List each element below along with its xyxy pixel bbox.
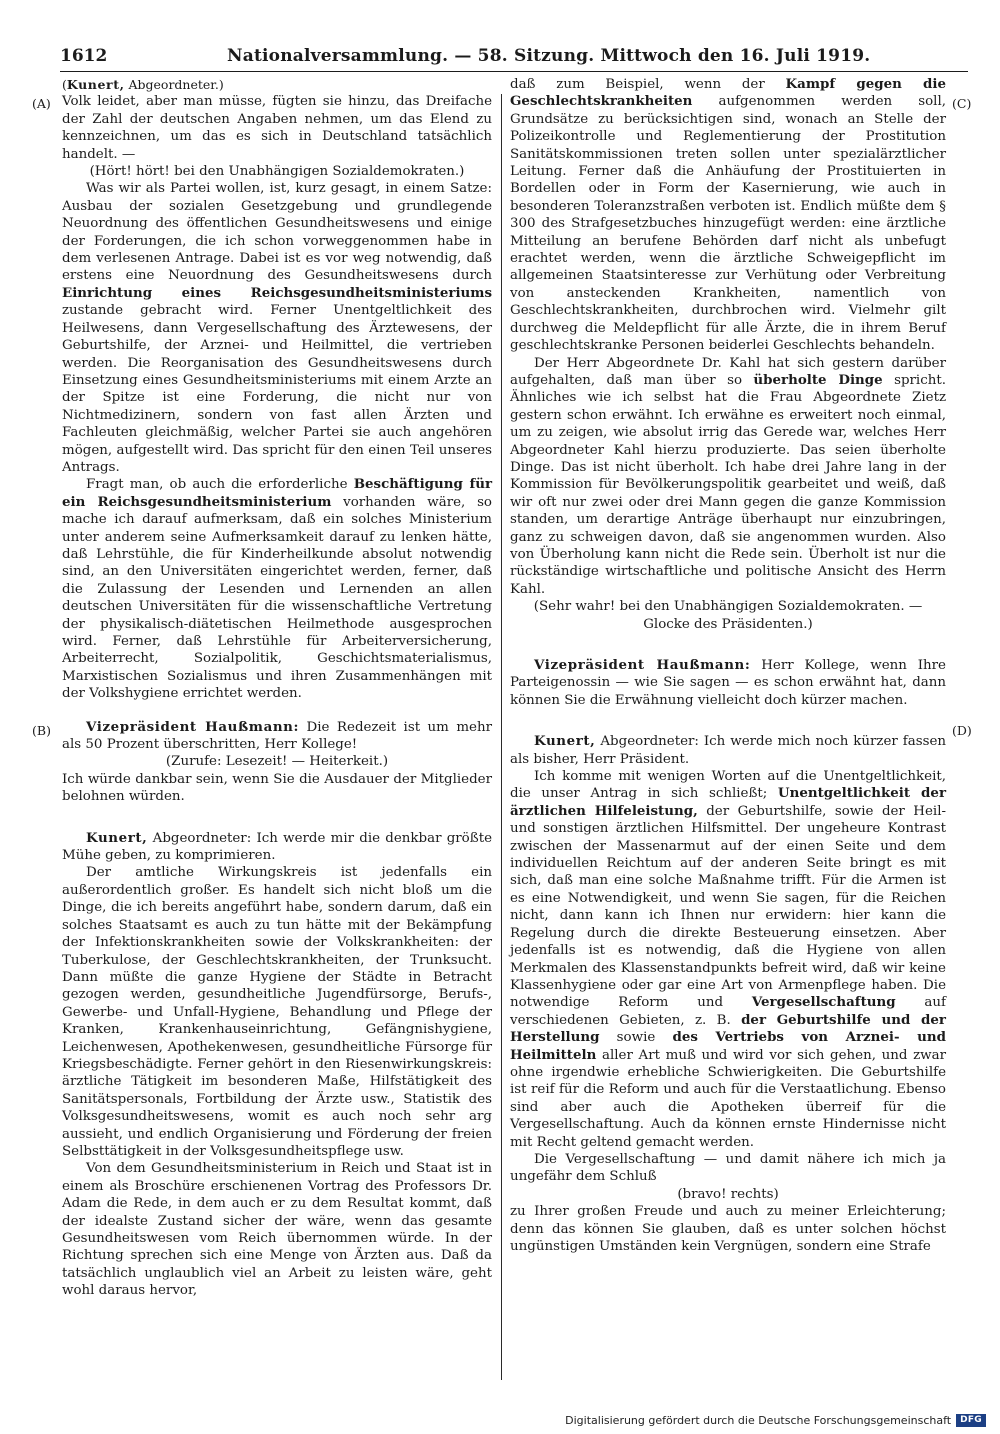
paragraph: Ich würde dankbar sein, wenn Sie die Ausdauer der Mitglieder belohnen würden.	[62, 771, 492, 805]
page-header	[60, 44, 968, 72]
emphasis: überholte Dinge	[753, 371, 883, 388]
speaker-name: Vizepräsident Haußmann:	[86, 718, 300, 735]
margin-mark-b: (B)	[32, 723, 51, 738]
interjection: (Sehr wahr! bei den Unabhängigen Sozialdemokraten. — Glocke des Präsidenten.)	[533, 599, 923, 632]
emphasis: Einrichtung eines Reichsgesundheitsministeriums	[62, 284, 492, 301]
emphasis: Unentgeltlichkeit der ärztlichen Hilfeleistung,	[510, 785, 946, 819]
running-title: Nationalversammlung. — 58. Sitzung. Mittwoch den 16. Juli 1919.	[227, 46, 871, 66]
interjection: (bravo! rechts)	[677, 1186, 779, 1202]
text-run: Der Herr Abgeordnete Dr. Kahl hat sich gestern darüber aufgehalten, daß man über so	[510, 355, 946, 388]
speaker-role: Abgeordneter.)	[124, 77, 224, 92]
margin-mark-d: (D)	[952, 723, 972, 738]
paragraph	[62, 719, 492, 754]
emphasis: des Vertriebs von Arznei- und Heilmitteln	[510, 1029, 946, 1063]
paragraph	[62, 830, 492, 865]
paragraph: Volk leidet, aber man müsse, fügten sie hinzu, das Dreifache der Zahl der deutschen Angaben nehmen, um das Elend zu kennzeichnen, um das es sich in Deutschland tatsächlich handelt. —	[62, 94, 492, 162]
text-run: daß zum Beispiel, wenn der	[510, 77, 786, 92]
text-run: der Geburtshilfe, sowie der Heil- und sonstigen ärztlichen Hilfsmittel. Der ungeheure Kontrast zwischen der Massenarmut auf der einen Seite und dem individuellen Reichtum auf der anderen Seite bringt es mit sich, daß man eine solche Maßnahme trifft. Für die Armen ist es eine Notwendigkeit, und wenn Sie sagen, für die Reichen nicht, dann kann ich Ihnen nur erwidern: hier kann die Regelung durch die direkte Besteuerung einsetzen. Aber jedenfalls ist es notwendig, daß die Hygiene von allen Merkmalen des Klassenstandpunkts befreit wird, daß wir keine Klassenhygiene oder gar eine Art von Armenpflege haben. Die notwendige Reform und	[510, 803, 947, 1011]
margin-mark-a: (A)	[32, 96, 51, 111]
text-run: Abgeordneter: Ich werde mich noch kürzer fassen als bisher, Herr Präsident.	[510, 734, 946, 767]
paragraph	[62, 476, 492, 702]
speaker-name: Kunert,	[66, 77, 125, 92]
left-column	[62, 76, 492, 1300]
interjection: (Hört! hört! bei den Unabhängigen Sozialdemokraten.)	[89, 164, 465, 180]
dfg-logo: DFG	[956, 1414, 986, 1427]
paragraph: Von dem Gesundheitsministerium in Reich und Staat ist in einem als Broschüre erschienenen Vortrag des Professors Dr. Adam die Rede, in dem auch er zu dem Resultat kommt, daß der idealste Zustand sicher der wäre, wenn das gesamte Gesundheitswesen vom Reich übernommen würde. In der Richtung sprechen sich eine Menge von Ärzten aus. Daß da tatsächlich unglaublich viel an Arbeit zu leisten wäre, geht wohl daraus hervor,	[62, 1161, 492, 1299]
text-run: spricht. Ähnliches wie ich selbst hat die Frau Abgeordnete Zietz gestern schon erwähnt. Ich erwähne es erweitert noch einmal, um zu zeigen, wie absolut irrig das Gerede war, welches Herr Abgeordneter Kahl hierzu produzierte. Das seien überholte Dinge. Das ist nicht überholt. Ich habe drei Jahre lang in der Kommission für Bevölkerungspolitik gearbeitet und weiß, daß wir oft nur zwei oder drei Mann gegen die ganze Kommission standen, um derartige Anträge überhaupt nur einzubringen, ganz zu schweigen davon, daß sie angenommen wurden. Also von Überholung kann nicht die Rede sein. Überholt ist nur die rückständige wirtschaftliche und politische Ansicht des Herrn Kahl.	[510, 372, 946, 597]
paragraph	[510, 657, 946, 709]
paragraph	[62, 180, 492, 476]
speaker-name: Kunert,	[534, 733, 596, 750]
speaker-continuation: (Kunert, Abgeordneter.)	[62, 77, 224, 92]
text-run: Die Redezeit ist um mehr als 50 Prozent überschritten, Herr Kollege!	[62, 719, 492, 753]
emphasis: Kampf gegen die Geschlechtskrankheiten	[510, 76, 946, 110]
digitization-credit	[565, 1414, 986, 1427]
column-divider	[501, 94, 502, 1380]
margin-mark-c: (C)	[952, 96, 972, 111]
text-run: Fragt man, ob auch die erforderliche	[86, 477, 354, 493]
text-run: Ich komme mit wenigen Worten auf die Unentgeltlichkeit, die unser Antrag in sich schließt;	[510, 769, 946, 802]
paragraph: zu Ihrer großen Freude und auch zu meiner Erleichterung; denn das können Sie glauben, daß es unter solchen höchst ungünstigen Umständen kein Vergnügen, sondern eine Strafe	[510, 1204, 946, 1254]
paragraph: Die Vergesellschaftung — und damit nähere ich mich ja ungefähr dem Schluß	[510, 1151, 946, 1185]
speaker-name: Kunert,	[86, 829, 148, 846]
header-rule	[60, 71, 968, 72]
text-run: aller Art muß und wird vor sich gehen, und zwar ohne irgendwie erhebliche Schwierigkeiten. Die Geburtshilfe ist reif für die Reform und auch für die Verstaatlichung. Ebenso sind aber auch die Apotheken überreif für die Vergesellschaftung. Auch da können ernste Hindernisse nicht mit Recht geltend gemacht werden.	[510, 1047, 946, 1150]
interjection: (Zurufe: Lesezeit! — Heiterkeit.)	[165, 754, 389, 770]
right-column	[510, 76, 946, 1255]
emphasis: Vergesellschaftung	[751, 994, 896, 1011]
text-run: zustande gebracht wird. Ferner Unentgeltlichkeit des Heilwesens, dann Vergesellschaftung des Ärztewesens, der Geburtshilfe, der Arznei- und Heilmittel, die vertrieben werden. Die Reorganisation des Gesundheitswesens durch Einsetzung eines Gesundheitsministeriums mit einem Arzte an der Spitze ist eine Forderung, die nicht nur von Nichtmedizinern, sondern von fast allen Ärzten und Fachleuten gleichmäßig, welcher Partei sie auch angehören mögen, aufgestellt wird. Das spricht für den einen Teil unseres Antrags.	[62, 303, 492, 475]
emphasis: Beschäftigung für ein Reichsgesundheitsministerium	[62, 476, 492, 510]
text-run: Was wir als Partei wollen, ist, kurz gesagt, in einem Satze: Ausbau der sozialen Gesetzgebung und grundlegende Neuordnung des öffentlichen Gesundheitswesens und einige der Forderungen, die ich schon vorweggenommen habe in dem verlesenen Antrage. Dabei ist es vor weg notwendig, daß erstens eine Neuordnung des Gesundheitswesens durch	[62, 181, 492, 284]
text-run: vorhanden wäre, so mache ich darauf aufmerksam, daß ein solches Ministerium unter anderem seine Aufmerksamkeit darauf zu lenken hätte, daß Lehrstühle, die für Kinderheilkunde absolut notwendig sind, an den Universitäten eingerichtet werden, ferner, daß die Zulassung der Lesenden und Lernenden an allen deutschen Universitäten für die wissenschaftliche Vertretung der physikalisch-diätetischen Heilmethode ausgesprochen wird. Ferner, daß Lehrstühle für Arbeiterversicherung, Arbeiterrecht, Sozialpolitik, Geschichtsmaterialismus, Marxistischen Sozialismus und ihren Zusammenhängen mit der Volkshygiene errichtet werden.	[62, 494, 492, 702]
speaker-name: Vizepräsident Haußmann:	[534, 657, 751, 673]
text-run: sowie	[599, 1030, 673, 1046]
paragraph	[510, 355, 946, 599]
page-number: 1612	[60, 46, 108, 66]
paragraph: Der amtliche Wirkungskreis ist jedenfalls ein außerordentlich großer. Es handelt sich nicht bloß um die Dinge, die ich bereits angeführt habe, sondern darum, daß ein solches Staatsamt es auch zu tun hätte mit der Bekämpfung der Infektionskrankheiten sowie der Volkskrankheiten: der Tuberkulose, der Geschlechtskrankheiten, der Trunksucht. Dann müßte die ganze Hygiene der Städte in Betracht gezogen werden, gesundheitliche Jugendfürsorge, Berufs-, Gewerbe- und Unfall-Hygiene, Behandlung und Pflege der Kranken, Krankenhauseinrichtung, Gefängnishygiene, Leichenwesen, Apothekenwesen, gesundheitliche Fürsorge für Kriegsbeschädigte. Ferner gehört in den Riesenwirkungskreis: ärztliche Tätigkeit im besonderen Maße, Hilfstätigkeit des Sanitätspersonals, Fortbildung der Ärzte usw., Statistik des Volksgesundheitswesens, womit es auch noch sehr arg aussieht, und endlich Organisierung und Förderung der freien Selbsttätigkeit in der Volksgesundheitspflege usw.	[62, 865, 492, 1159]
paragraph	[510, 733, 946, 768]
text-run: Herr Kollege, wenn Ihre Parteigenossin — wie Sie sagen — es schon erwähnt hat, dann können Sie die Erwähnung vielleicht doch kürzer machen.	[510, 658, 946, 708]
text-run: Abgeordneter: Ich werde mir die denkbar größte Mühe geben, zu komprimieren.	[62, 830, 492, 864]
text-run: auf verschiedenen Gebieten, z. B.	[510, 995, 946, 1028]
text-run: aufgenommen werden soll, Grundsätze zu berücksichtigen sind, wonach an Stelle der Polizeikontrolle und Reglementierung der Prostitution Sanitätskommissionen treten sollen unter spezialärztlicher Leitung. Ferner daß die Anhäufung der Prostituierten in Bordellen oder in Form der Kasernierung, wie auch in besonderen Toleranzstraßen verboten ist. Endlich müßte dem § 300 des Strafgesetzbuches hinzugefügt werden: eine ärztliche Mitteilung an berufene Behörden darf nicht als unbefugt erachtet werden, wenn die ärztliche Schweigepflicht im allgemeinen Staatsinteresse zur Verhütung oder Verbreitung von ansteckenden Krankheiten, namentlich von Geschlechtskrankheiten, durchbrochen wird. Vielmehr gilt durchweg die Meldepflicht für alle Ärzte, die in ihrem Beruf geschlechtskranke Personen beiderlei Geschlechts behandeln.	[510, 94, 946, 354]
paragraph	[510, 768, 946, 1151]
paragraph	[510, 76, 946, 355]
credit-text: Digitalisierung gefördert durch die Deutsche Forschungsgemeinschaft	[565, 1414, 952, 1427]
emphasis: der Geburtshilfe und der Herstellung	[510, 1011, 946, 1046]
